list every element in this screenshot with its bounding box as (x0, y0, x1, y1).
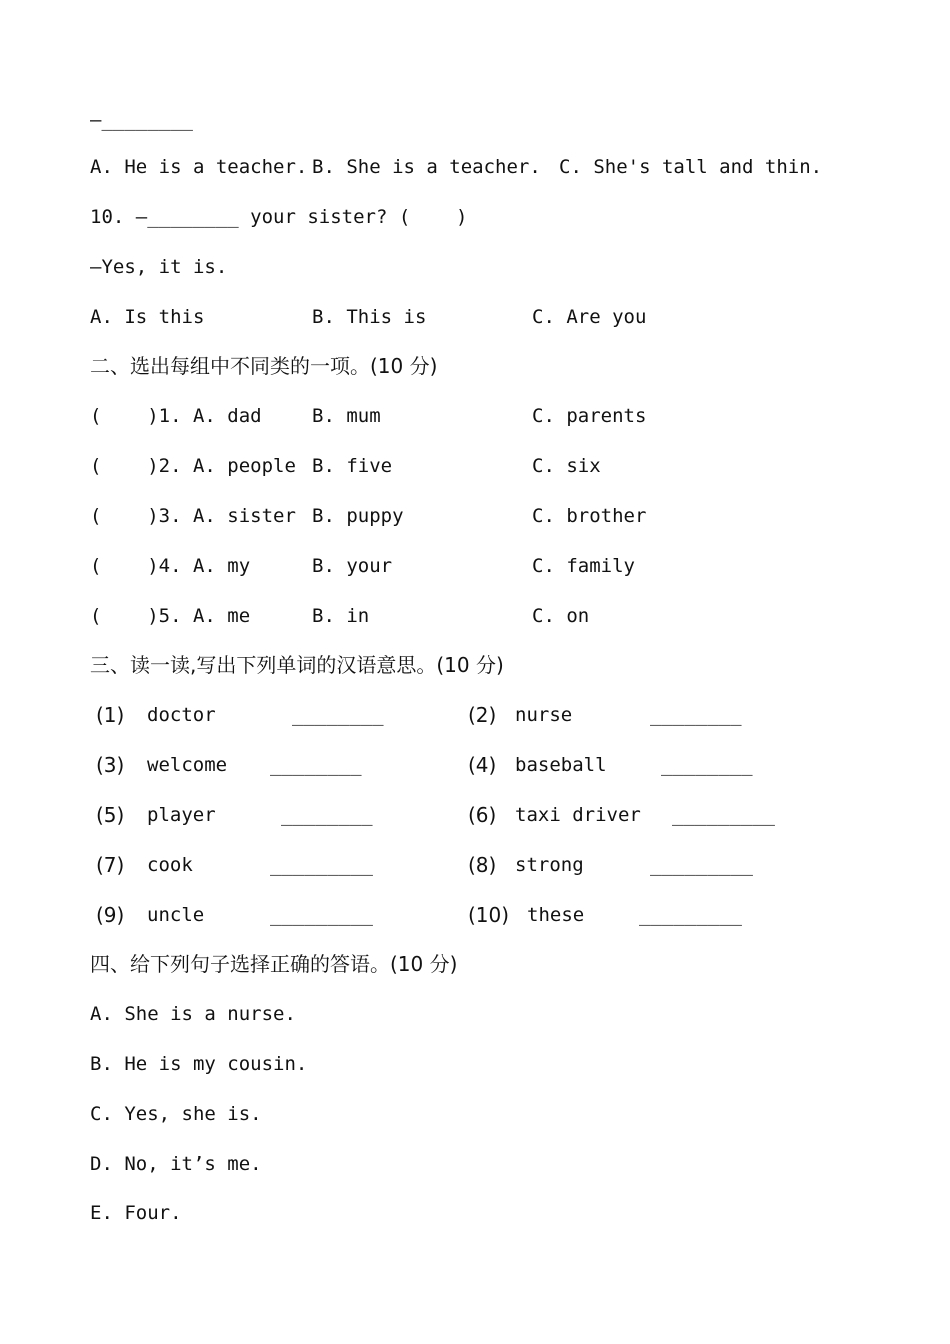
q10-option-b: B. This is (312, 306, 427, 328)
answer-option: E. Four. (90, 1202, 182, 1224)
q10-option-c: C. Are you (532, 306, 647, 328)
vocab-blank: ________ (650, 704, 742, 726)
vocab-number: (7) (96, 853, 125, 877)
vocab-number: (6) (468, 803, 497, 827)
answer-option: B. He is my cousin. (90, 1053, 308, 1075)
section2-row-prefix: ( )1. A. dad (90, 405, 262, 427)
vocab-word: welcome (147, 754, 228, 776)
section3-title: 三、读一读,写出下列单词的汉语意思。(10 分) (90, 653, 504, 677)
vocab-number: (8) (468, 853, 497, 877)
vocab-word: baseball (515, 754, 607, 776)
vocab-number: (9) (96, 903, 125, 927)
vocab-blank: ________ (281, 804, 373, 826)
vocab-blank: _________ (639, 904, 742, 926)
section4-title: 四、给下列句子选择正确的答语。(10 分) (90, 952, 458, 976)
vocab-word: nurse (515, 704, 573, 726)
q10-question: 10. —________ your sister? ( ) (90, 206, 468, 228)
section2-row-option-c: C. parents (532, 405, 647, 427)
section2-row-option-b: B. five (312, 455, 393, 477)
vocab-number: (10) (468, 903, 510, 927)
section2-row-option-b: B. in (312, 605, 370, 627)
section2-row-option-b: B. puppy (312, 505, 404, 527)
section2-row-option-b: B. your (312, 555, 393, 577)
answer-option: D. No, it’s me. (90, 1153, 262, 1175)
vocab-number: (2) (468, 703, 497, 727)
q9-option-a: A. He is a teacher. (90, 156, 308, 178)
section2-row-option-c: C. family (532, 555, 635, 577)
vocab-number: (1) (96, 703, 125, 727)
section2-row-option-b: B. mum (312, 405, 381, 427)
vocab-blank: _________ (270, 904, 373, 926)
section2-row-prefix: ( )5. A. me (90, 605, 251, 627)
vocab-blank: ________ (270, 754, 362, 776)
section2-row-prefix: ( )3. A. sister (90, 505, 296, 527)
q10-option-a: A. Is this (90, 306, 205, 328)
vocab-word: cook (147, 854, 193, 876)
vocab-blank: _________ (650, 854, 753, 876)
vocab-blank: _________ (672, 804, 775, 826)
answer-option: A. She is a nurse. (90, 1003, 296, 1025)
vocab-word: doctor (147, 704, 216, 726)
vocab-word: player (147, 804, 216, 826)
section2-row-option-c: C. six (532, 455, 601, 477)
vocab-blank: ________ (661, 754, 753, 776)
vocab-word: taxi driver (515, 804, 641, 826)
q10-reply: —Yes, it is. (90, 256, 228, 278)
vocab-word: strong (515, 854, 584, 876)
vocab-blank: _________ (270, 854, 373, 876)
section2-row-prefix: ( )2. A. people (90, 455, 296, 477)
section2-row-option-c: C. brother (532, 505, 647, 527)
vocab-word: these (527, 904, 585, 926)
answer-option: C. Yes, she is. (90, 1103, 262, 1125)
vocab-number: (3) (96, 753, 125, 777)
vocab-word: uncle (147, 904, 205, 926)
vocab-number: (4) (468, 753, 497, 777)
section2-title: 二、选出每组中不同类的一项。(10 分) (90, 354, 438, 378)
vocab-blank: ________ (292, 704, 384, 726)
section2-row-option-c: C. on (532, 605, 590, 627)
q9-option-b: B. She is a teacher. (312, 156, 541, 178)
vocab-number: (5) (96, 803, 125, 827)
section2-row-prefix: ( )4. A. my (90, 555, 251, 577)
q9-option-c: C. She's tall and thin. (559, 156, 823, 178)
q9-answer-line: —________ (90, 109, 193, 131)
